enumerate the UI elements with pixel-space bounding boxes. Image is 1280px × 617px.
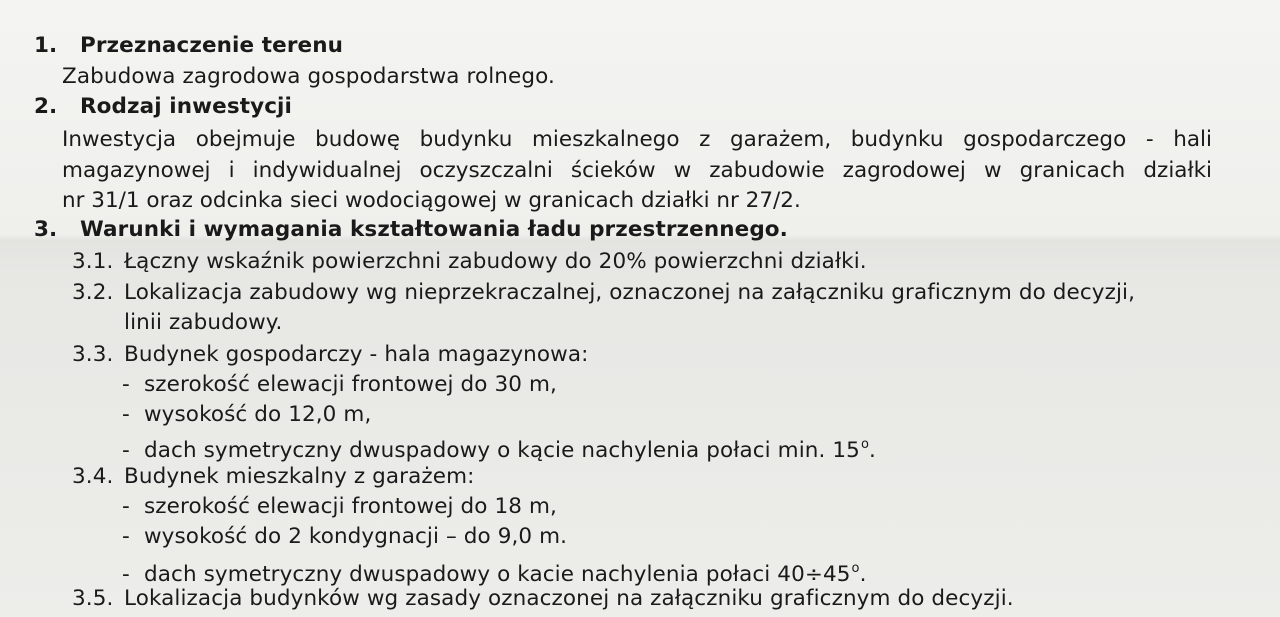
section-2-title: Rodzaj inwestycji <box>80 94 292 119</box>
section-3-number: 3. <box>34 217 58 242</box>
item-3-5-number: 3.5. <box>72 586 114 611</box>
section-3-title: Warunki i wymagania kształtowania ładu przestrzennego. <box>80 217 788 242</box>
item-3-3 <box>72 340 588 370</box>
section-1-heading <box>34 31 343 61</box>
degree-mark: o <box>860 437 870 452</box>
item-3-2-number: 3.2. <box>72 280 114 305</box>
item-3-2-continuation: linii zabudowy. <box>124 310 283 335</box>
item-3-4-sub-1 <box>122 492 557 522</box>
item-3-4-number: 3.4. <box>72 464 114 489</box>
section-2-heading <box>34 92 292 122</box>
item-3-4 <box>72 462 474 492</box>
section-1-number: 1. <box>34 33 58 58</box>
bullet-dash: - <box>122 372 130 397</box>
item-3-5 <box>72 584 1014 614</box>
bullet-dash: - <box>122 402 130 427</box>
item-3-3-sub-3 <box>122 430 876 466</box>
section-1-title: Przeznaczenie terenu <box>80 33 344 58</box>
item-3-2 <box>72 278 1135 308</box>
item-3-3-sub-3-text: dach symetryczny dwuspadowy o kącie nachylenia połaci min. 15 <box>144 438 860 463</box>
section-2-body-line-3: nr 31/1 oraz odcinka sieci wodociągowej w granicach działki nr 27/2. <box>62 188 801 213</box>
section-1-body: Zabudowa zagrodowa gospodarstwa rolnego. <box>62 64 555 89</box>
item-3-2-text: Lokalizacja zabudowy wg nieprzekraczalnej, oznaczonej na załączniku graficznym do decyzji, <box>124 280 1136 305</box>
item-3-3-number: 3.3. <box>72 342 114 367</box>
section-2-body-line-1: Inwestycja obejmuje budowę budynku mieszkalnego z garażem, budynku gospodarczego - hali <box>62 127 1212 152</box>
item-3-5-text: Lokalizacja budynków wg zasady oznaczonej na załączniku graficznym do decyzji. <box>124 586 1014 611</box>
item-3-3-text: Budynek gospodarczy - hala magazynowa: <box>124 342 589 367</box>
bullet-dash: - <box>122 494 130 519</box>
item-3-3-sub-1-text: szerokość elewacji frontowej do 30 m, <box>144 372 557 397</box>
item-3-1-number: 3.1. <box>72 249 114 274</box>
item-3-4-sub-2-text: wysokość do 2 kondygnacji – do 9,0 m. <box>144 524 568 549</box>
item-3-1 <box>72 247 867 277</box>
section-2-body-line-2: magazynowej i indywidualnej oczyszczalni ścieków w zabudowie zagrodowej w granicach działki <box>62 158 1212 183</box>
item-3-3-sub-2 <box>122 400 371 430</box>
section-2-number: 2. <box>34 94 58 119</box>
item-3-4-sub-1-text: szerokość elewacji frontowej do 18 m, <box>144 494 557 519</box>
item-3-3-sub-1 <box>122 370 557 400</box>
item-3-3-sub-2-text: wysokość do 12,0 m, <box>144 402 372 427</box>
bullet-dash: - <box>122 438 130 463</box>
item-3-4-sub-3-suffix: . <box>859 562 867 587</box>
bullet-dash: - <box>122 562 130 587</box>
bullet-dash: - <box>122 524 130 549</box>
item-3-4-sub-2 <box>122 522 567 552</box>
item-3-3-sub-3-suffix: . <box>869 438 876 463</box>
section-3-heading <box>34 215 788 245</box>
degree-mark: o <box>851 561 860 576</box>
item-3-4-text: Budynek mieszkalny z garażem: <box>124 464 475 489</box>
item-3-4-sub-3-text: dach symetryczny dwuspadowy o kacie nachylenia połaci 40÷45 <box>144 562 851 587</box>
item-3-1-text: Łączny wskaźnik powierzchni zabudowy do 20% powierzchni działki. <box>124 249 867 274</box>
